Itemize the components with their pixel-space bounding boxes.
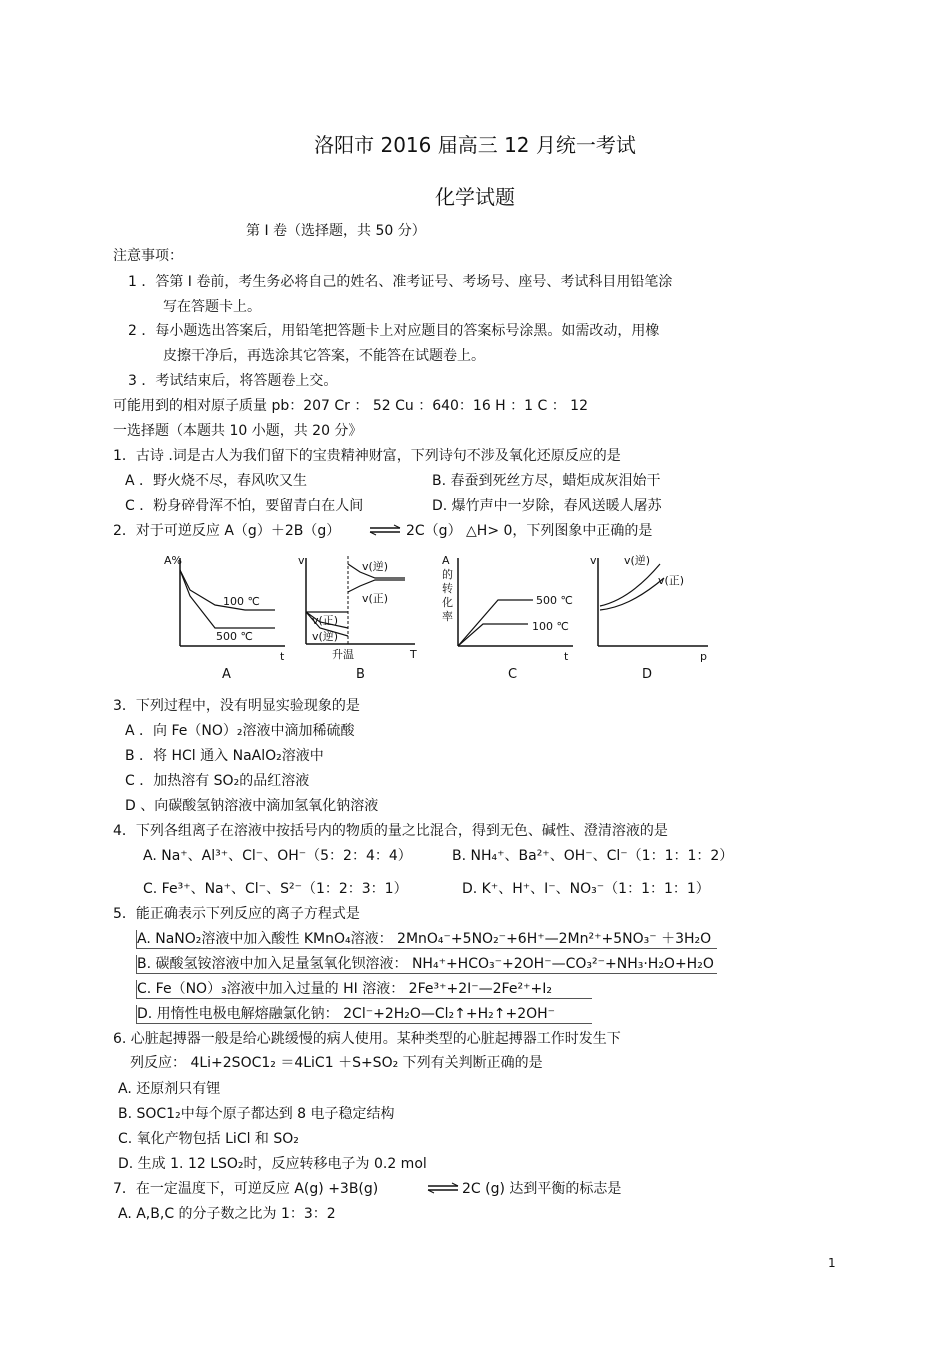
equilibrium-arrow-icon	[368, 521, 404, 543]
subject-title: 化学试题	[435, 185, 515, 209]
graph-b-warm-label: 升温	[332, 648, 354, 661]
q5-option-d: D. 用惰性电极电解熔融氯化钠： 2Cl⁻+2H₂O—Cl₂↑+H₂↑+2OH⁻	[136, 1005, 592, 1024]
q4-option-c: C. Fe³⁺、Na⁺、Cl⁻、S²⁻（1：2：3：1）	[143, 881, 408, 897]
q4-stem: 4．下列各组离子在溶液中按括号内的物质的量之比混合，得到无色、碱性、澄清溶液的是	[113, 823, 668, 839]
note-1-cont: 写在答题卡上。	[163, 299, 261, 315]
exam-title: 洛阳市 2016 届高三 12 月统一考试	[314, 133, 636, 157]
q4-option-a: A. Na⁺、Al³⁺、Cl⁻、OH⁻（5：2：4：4）	[143, 848, 412, 864]
q2-stem-end: 2C（g） △H> 0，下列图象中正确的是	[406, 523, 653, 539]
graph-c-xlabel: t	[564, 650, 569, 663]
graph-c-ylabel-3: 转	[442, 582, 453, 595]
graph-b-rev2-label: v(逆)	[312, 630, 339, 643]
graph-c-ylabel-4: 化	[442, 596, 453, 609]
graph-a-curve-lo: 500 ℃	[216, 630, 253, 643]
atomic-masses: 可能用到的相对原子质量 pb：207 Cr ： 52 Cu ：640：16 H ：1 C ： 12	[113, 398, 589, 414]
graph-c-curve-lo: 100 ℃	[532, 620, 569, 633]
page-number: 1	[828, 1256, 836, 1270]
q7-stem-end: 2C (g) 达到平衡的标志是	[462, 1181, 622, 1197]
q1-option-b: B. 春蚕到死丝方尽，蜡炬成灰泪始干	[432, 473, 661, 489]
q3-option-c: C ．加热溶有 SO₂的品红溶液	[125, 773, 310, 789]
note-3: 3 ．考试结束后，将答题卷上交。	[128, 373, 338, 389]
q5-option-c: C. Fe（NO）₃溶液中加入过量的 HI 溶液： 2Fe³⁺+2I⁻—2Fe²⁺+I₂	[136, 980, 592, 999]
graph-c-caption: C	[508, 667, 518, 682]
q4-option-b: B. NH₄⁺、Ba²⁺、OH⁻、Cl⁻（1：1：1：2）	[452, 848, 734, 864]
note-2-cont: 皮擦干净后，再选涂其它答案，不能答在试题卷上。	[163, 348, 485, 364]
part-heading: 一选择题（本题共 10 小题，共 20 分》	[113, 423, 363, 439]
graph-a	[160, 550, 300, 686]
q6-option-b: B. SOC1₂中每个原子都达到 8 电子稳定结构	[118, 1106, 395, 1122]
graph-b-xlabel: T	[410, 648, 417, 661]
q6-option-d: D. 生成 1. 12 LSO₂时，反应转移电子为 0.2 mol	[118, 1156, 427, 1172]
q2-stem: 2．对于可逆反应 A（g）＋2B（g）	[113, 523, 341, 539]
notes-heading: 注意事项：	[113, 248, 183, 264]
section-heading: 第 Ⅰ 卷（选择题，共 50 分）	[246, 223, 426, 239]
graph-c-curve-hi: 500 ℃	[536, 594, 573, 607]
q6-stem: 6. 心脏起搏器一般是给心跳缓慢的病人使用。某种类型的心脏起搏器工作时发生下	[113, 1031, 621, 1047]
graph-c-ylabel-2: 的	[442, 568, 453, 581]
note-1: 1 ．答第 Ⅰ 卷前，考生务必将自己的姓名、准考证号、考场号、座号、考试科目用铅笔涂	[128, 274, 673, 290]
graph-c	[438, 550, 588, 686]
q6-option-c: C. 氧化产物包括 LiCl 和 SO₂	[118, 1131, 299, 1147]
equilibrium-arrow-icon	[426, 1179, 462, 1201]
q1-option-d: D. 爆竹声中一岁除，春风送暖人屠苏	[432, 498, 662, 514]
q6-option-a: A. 还原剂只有锂	[118, 1081, 221, 1097]
graph-c-ylabel-5: 率	[442, 610, 453, 623]
graph-b	[290, 550, 430, 686]
q1-option-a: A ．野火烧不尽，春风吹又生	[125, 473, 308, 489]
graph-b-fwd2-label: v(正)	[312, 614, 339, 627]
q7-stem: 7．在一定温度下，可逆反应 A(g) +3B(g)	[113, 1181, 379, 1197]
graph-a-ylabel: A%	[164, 554, 182, 567]
q3-stem: 3．下列过程中，没有明显实验现象的是	[113, 698, 360, 714]
q1-option-c: C ．粉身碎骨浑不怕，要留青白在人间	[125, 498, 364, 514]
q5-stem: 5．能正确表示下列反应的离子方程式是	[113, 906, 360, 922]
graph-a-xlabel: t	[280, 650, 285, 663]
graph-d	[588, 550, 728, 686]
q6-stem-cont: 列反应： 4Li+2SOC1₂ ＝4LiC1 ＋S+SO₂ 下列有关判断正确的是	[130, 1055, 543, 1071]
q5-option-a: A. NaNO₂溶液中加入酸性 KMnO₄溶液： 2MnO₄⁻+5NO₂⁻+6H⁺—2Mn²⁺+5NO₃⁻ ＋3H₂O	[136, 930, 717, 949]
graph-a-curve-hi: 100 ℃	[223, 595, 260, 608]
note-2: 2 ．每小题选出答案后，用铅笔把答题卡上对应题目的答案标号涂黑。如需改动，用橡	[128, 323, 660, 339]
graph-d-rev-label: v(逆)	[624, 554, 651, 567]
graph-c-ylabel-1: A	[442, 554, 450, 567]
graph-b-fwd-label: v(正)	[362, 592, 389, 605]
graph-d-xlabel: p	[700, 650, 707, 663]
q3-option-b: B ．将 HCl 通入 NaAlO₂溶液中	[125, 748, 324, 764]
graph-d-fwd-label: v(正)	[658, 574, 685, 587]
q3-option-a: A ．向 Fe（NO）₂溶液中滴加稀硫酸	[125, 723, 355, 739]
graph-a-caption: A	[222, 667, 231, 682]
q7-option-a: A. A,B,C 的分子数之比为 1：3：2	[118, 1206, 336, 1222]
q3-option-d: D 、向碳酸氢钠溶液中滴加氢氧化钠溶液	[125, 798, 379, 814]
q1-stem: 1．古诗 .词是古人为我们留下的宝贵精神财富，下列诗句不涉及氧化还原反应的是	[113, 448, 621, 464]
q4-option-d: D. K⁺、H⁺、I⁻、NO₃⁻（1：1：1：1）	[462, 881, 710, 897]
graph-b-ylabel: v	[298, 554, 305, 567]
graph-d-caption: D	[642, 667, 653, 682]
graph-d-ylabel: v	[590, 554, 597, 567]
graph-b-rev-label: v(逆)	[362, 560, 389, 573]
q5-option-b: B. 碳酸氢铵溶液中加入足量氢氧化钡溶液： NH₄⁺+HCO₃⁻+2OH⁻—CO₃²⁻+NH₃·H₂O+H₂O	[136, 955, 717, 974]
graph-b-caption: B	[356, 667, 365, 682]
